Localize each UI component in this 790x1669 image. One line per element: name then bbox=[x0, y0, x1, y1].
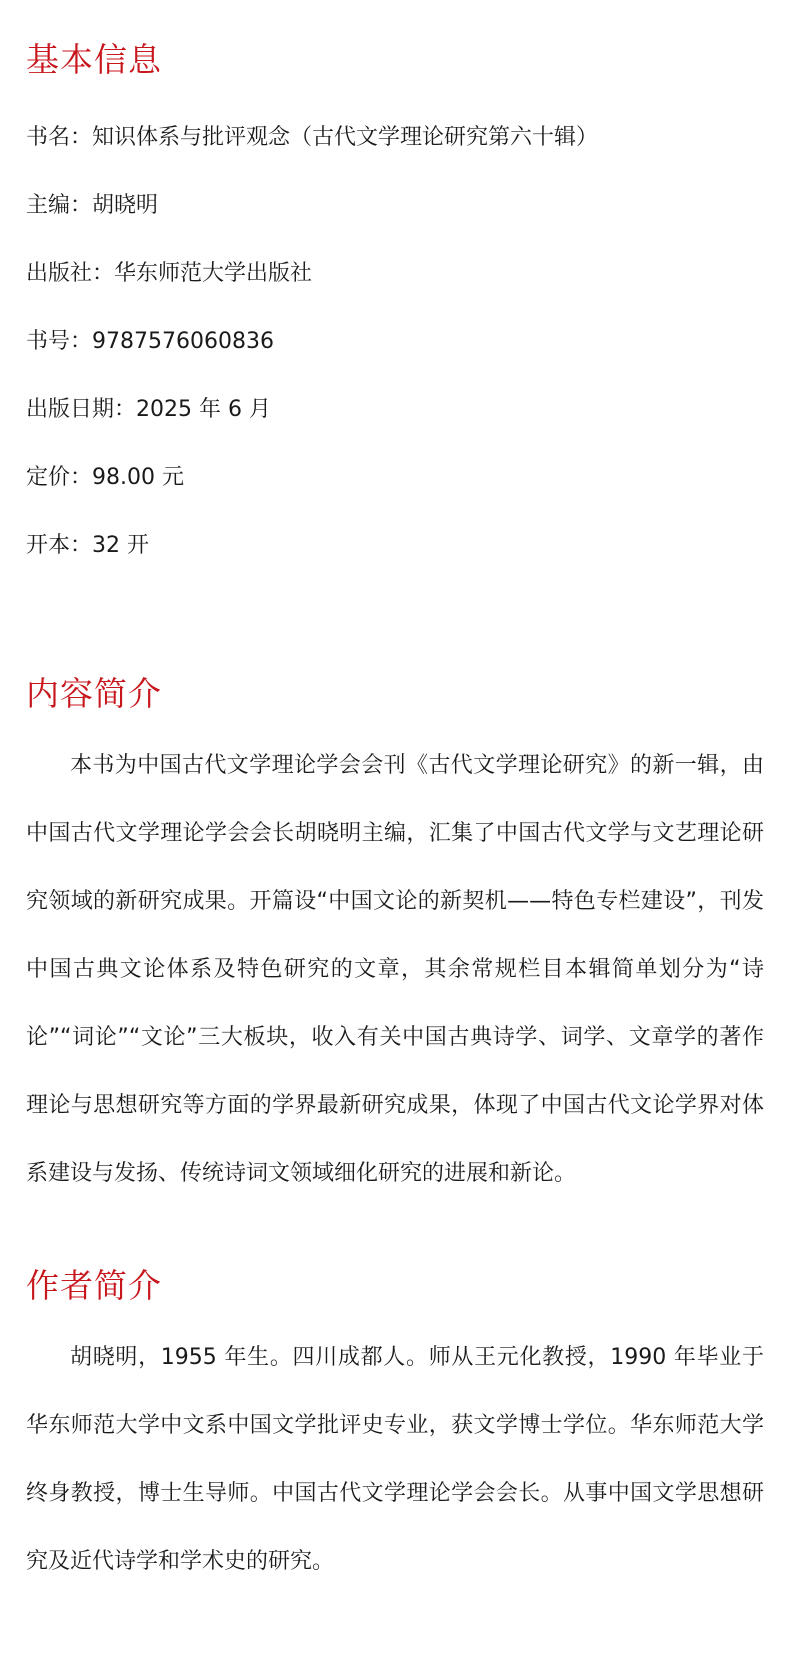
info-row-publisher bbox=[26, 260, 764, 328]
content-intro-paragraph: 本书为中国古代文学理论学会会刊《古代文学理论研究》的新一辑，由中国古代文学理论学会会长胡晓明主编，汇集了中国古代文学与文艺理论研究领域的新研究成果。开篇设“中国文论的新契机——特色专栏建设”，刊发中国古典文论体系及特色研究的文章，其余常规栏目本辑简单划分为“诗论”“词论”“文论”三大板块，收入有关中国古典诗学、词学、文章学的著作理论与思想研究等方面的学界最新研究成果，体现了中国古代文论学界对体系建设与发扬、传统诗词文领域细化研究的进展和新论。 bbox=[26, 753, 764, 1186]
info-value: 32 开 bbox=[92, 533, 150, 558]
content-intro-heading: 内容简介 bbox=[26, 674, 162, 713]
info-label: 书名： bbox=[26, 125, 93, 150]
info-value: 9787576060836 bbox=[92, 329, 274, 354]
info-label: 出版社： bbox=[26, 261, 115, 286]
info-row-format bbox=[26, 532, 764, 600]
info-label: 开本： bbox=[26, 533, 93, 558]
info-value: 98.00 元 bbox=[92, 465, 184, 490]
info-row-pub-date bbox=[26, 396, 764, 464]
info-value: 知识体系与批评观念（古代文学理论研究第六十辑） bbox=[92, 125, 599, 150]
info-row-price bbox=[26, 464, 764, 532]
info-value: 胡晓明 bbox=[92, 193, 159, 218]
info-row-title bbox=[26, 124, 764, 192]
info-label: 出版日期： bbox=[26, 397, 137, 422]
info-row-editor bbox=[26, 192, 764, 260]
author-intro-paragraph: 胡晓明，1955 年生。四川成都人。师从王元化教授，1990 年毕业于华东师范大学中文系中国文学批评史专业，获文学博士学位。华东师范大学终身教授，博士生导师。中国古代文学理论学会会长。从事中国文学思想研究及近代诗学和学术史的研究。 bbox=[26, 1345, 764, 1574]
info-label: 书号： bbox=[26, 329, 93, 354]
basic-info-list bbox=[26, 124, 764, 600]
info-value: 2025 年 6 月 bbox=[136, 397, 271, 422]
info-row-isbn bbox=[26, 328, 764, 396]
author-intro-heading: 作者简介 bbox=[26, 1266, 162, 1305]
info-label: 主编： bbox=[26, 193, 93, 218]
info-label: 定价： bbox=[26, 465, 93, 490]
info-value: 华东师范大学出版社 bbox=[114, 261, 313, 286]
basic-info-heading: 基本信息 bbox=[26, 40, 162, 79]
